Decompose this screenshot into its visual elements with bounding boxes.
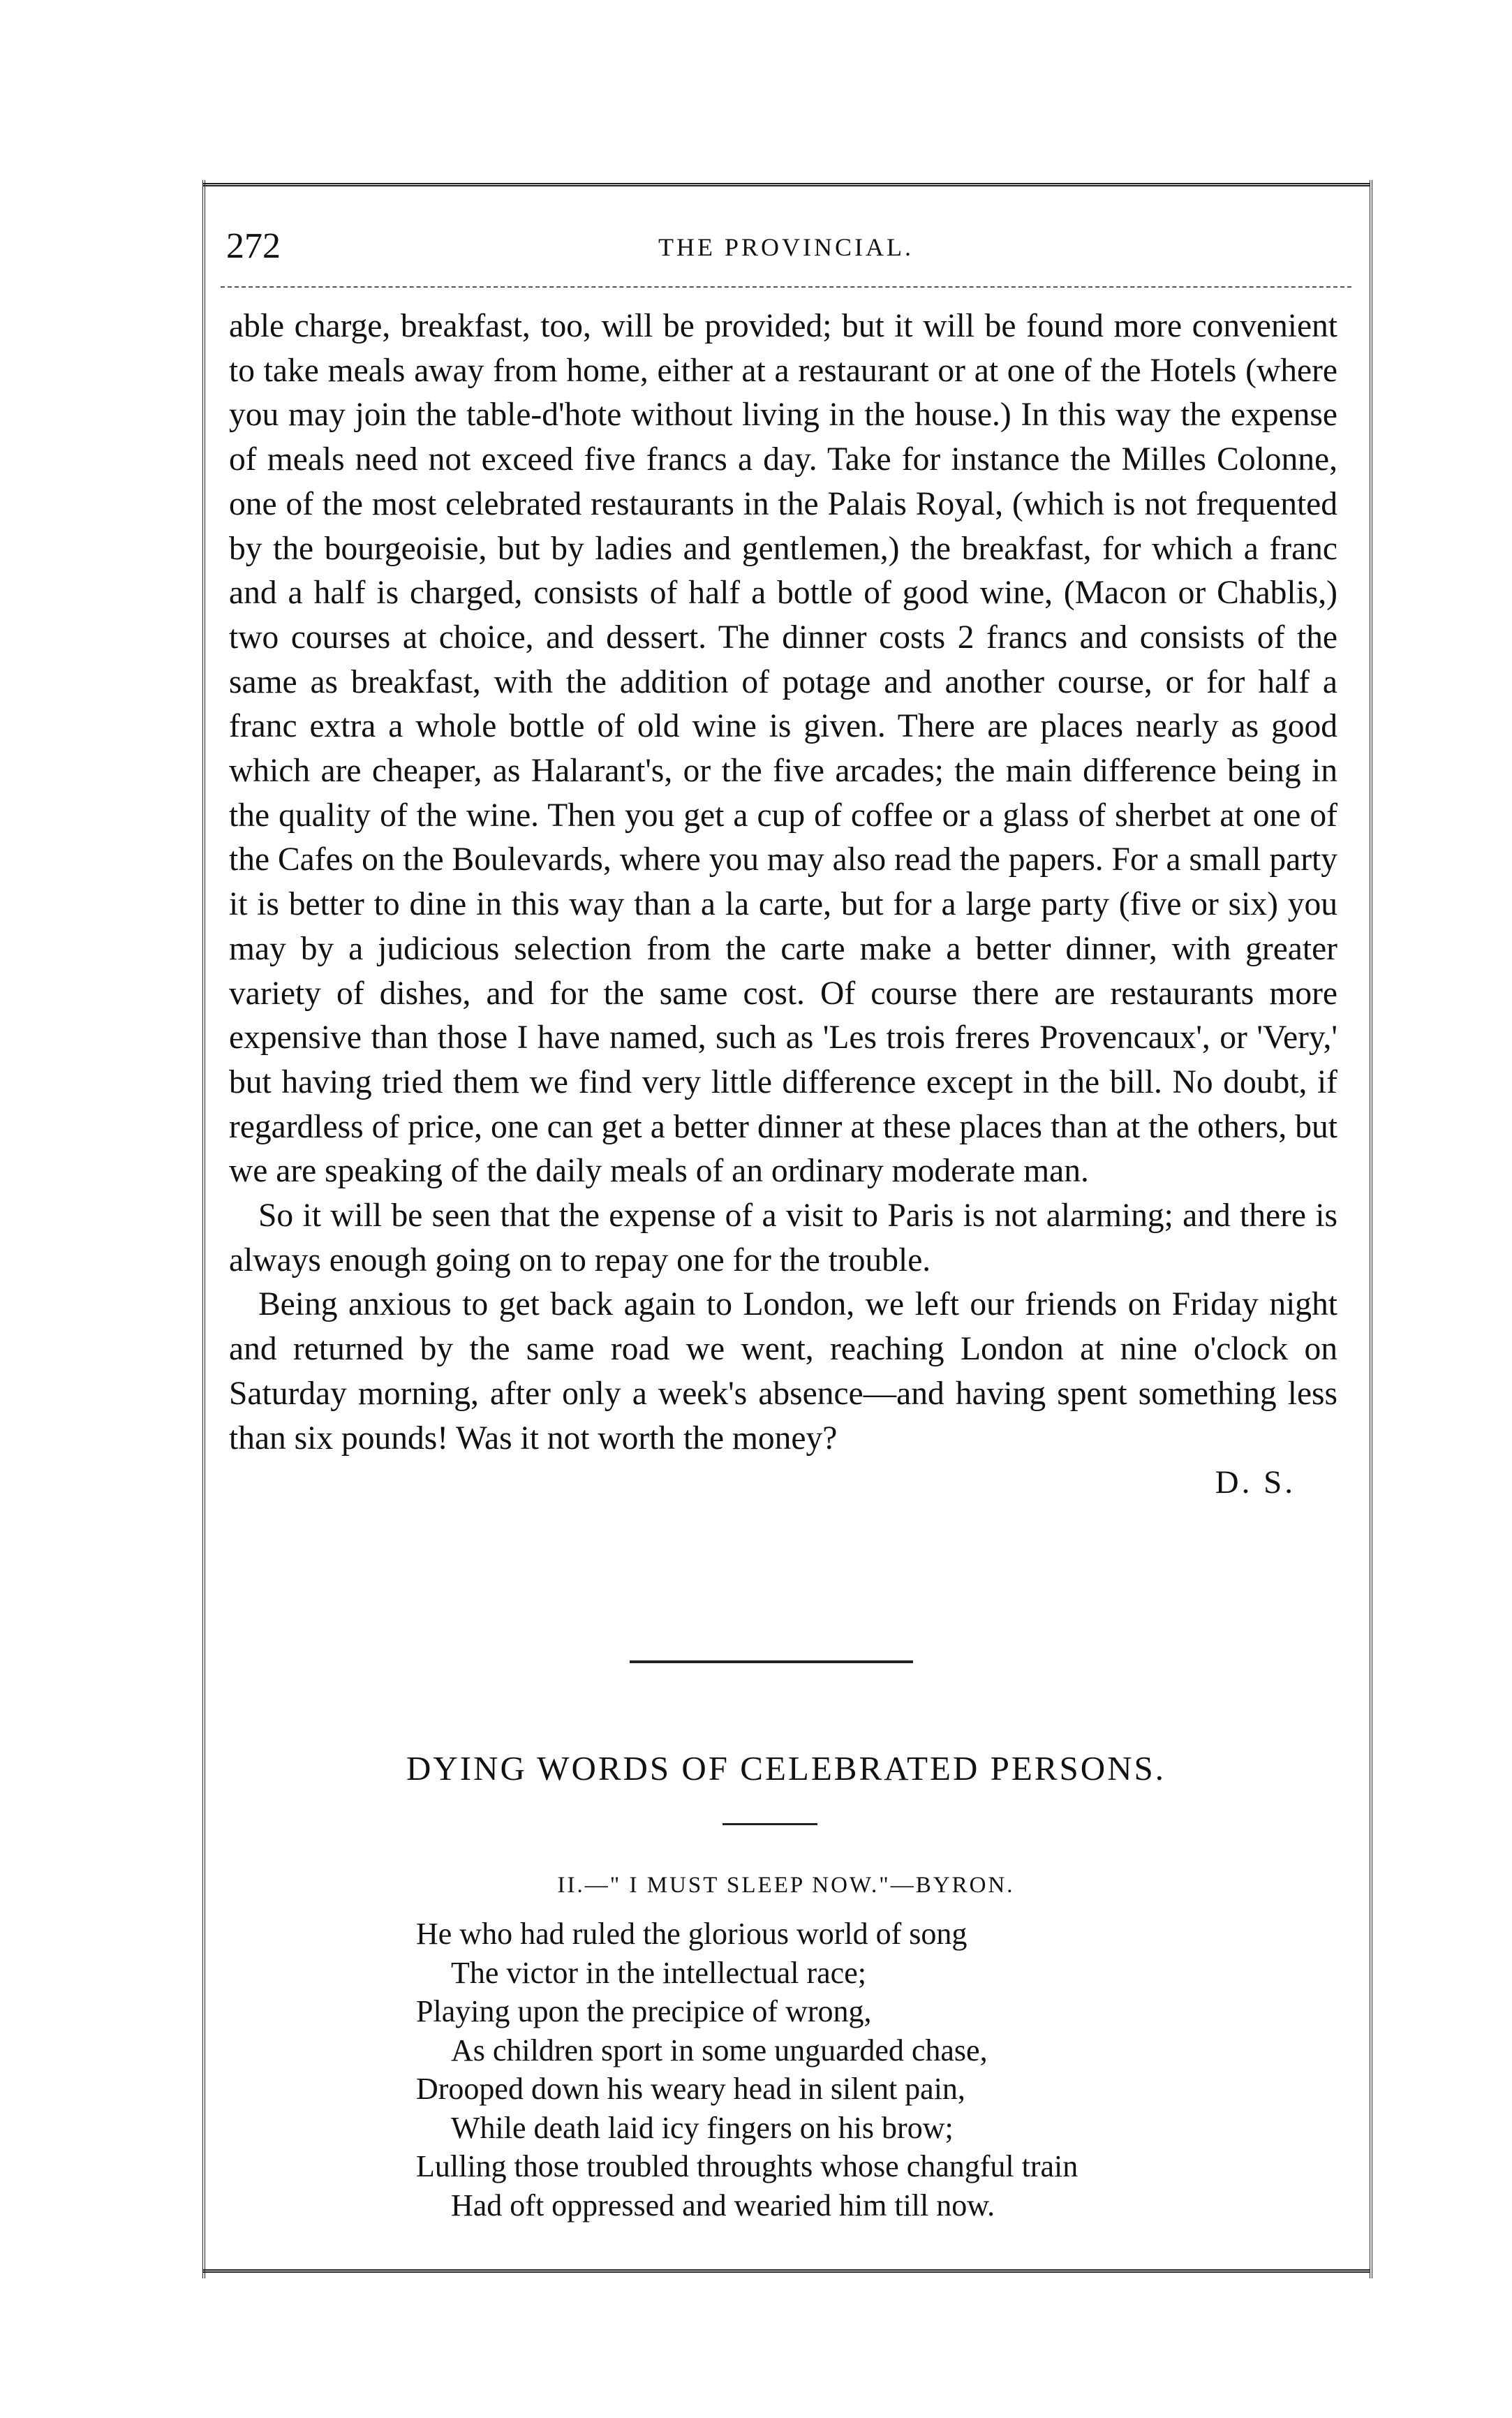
poem-line: Lulling those troubled throughts whose changful train [416, 2149, 1079, 2183]
section-title: DYING WORDS OF CELEBRATED PERSONS. [406, 1749, 1166, 1787]
poem [416, 1915, 1254, 2225]
page-number: 272 [226, 226, 281, 266]
header-divider [221, 286, 1351, 288]
bottom-rule [202, 2269, 1370, 2273]
paragraph: Being anxious to get back again to London, we left our friends on Friday night and returned by the same road we went, reaching London at nine o'clock on Saturday morning, after only a week's absence—and having spent something less than six pounds! Was it not worth the money? [229, 1286, 1337, 1457]
paragraph: able charge, breakfast, too, will be provided; but it will be found more convenient to take meals away from home, either at a restaurant or at one of the Hotels (where you may join the table-d'hote without living in the house.) In this way the expense of meals need not exceed five francs a day. Take for instance the Milles Colonne, one of the most celebrated restaurants in the Palais Royal, (which is not frequented by the bourgeoisie, but by ladies and gentlemen,) the breakfast, for which a franc and a half is charged, consists of half a bottle of good wine, (Macon or Chablis,) two courses at choice, and dessert. The dinner costs 2 francs and consists of the same as breakfast, with the addition of potage and another course, or for half a franc extra a whole bottle of old wine is given. There are places nearly as good which are cheaper, as Halarant's, or the five arcades; the main difference being in the quality of the wine. Then you get a cup of coffee or a glass of sherbet at one of the Cafes on the Boulevards, where you may also read the papers. For a small party it is better to dine in this way than a la carte, but for a large party (five or six) you may by a judicious selection from the carte make a better dinner, with greater variety of dishes, and for the same cost. Of course there are restaurants more expensive than those I have named, such as 'Les trois freres Provencaux', or 'Very,' but having tried them we find very little difference except in the bill. No doubt, if regardless of price, one can get a better dinner at these places than at the others, but we are speaking of the daily meals of an ordinary moderate man. [229, 308, 1337, 1190]
poem-line: Had oft oppressed and wearied him till now. [451, 2188, 995, 2222]
poem-line: While death laid icy fingers on his brow; [451, 2110, 954, 2145]
poem-line: Drooped down his weary head in silent pain, [416, 2072, 965, 2106]
author-signature: D. S. [1215, 1464, 1296, 1501]
poem-line: As children sport in some unguarded chase, [451, 2033, 988, 2067]
poem-line: He who had ruled the glorious world of song [416, 1917, 968, 1951]
poem-line: Playing upon the precipice of wrong, [416, 1994, 872, 2028]
paragraph: So it will be seen that the expense of a visit to Paris is not alarming; and there is always enough going on to repay one for the trouble. [229, 1197, 1337, 1278]
section-subtitle: II.—" I MUST SLEEP NOW."—BYRON. [557, 1873, 1015, 1898]
poem-line: The victor in the intellectual race; [451, 1955, 866, 1990]
running-title: THE PROVINCIAL. [658, 233, 914, 261]
running-head [221, 222, 1351, 271]
top-rule [202, 183, 1370, 186]
section-divider [630, 1660, 913, 1663]
title-underline [722, 1823, 817, 1825]
article-body [229, 304, 1337, 1505]
